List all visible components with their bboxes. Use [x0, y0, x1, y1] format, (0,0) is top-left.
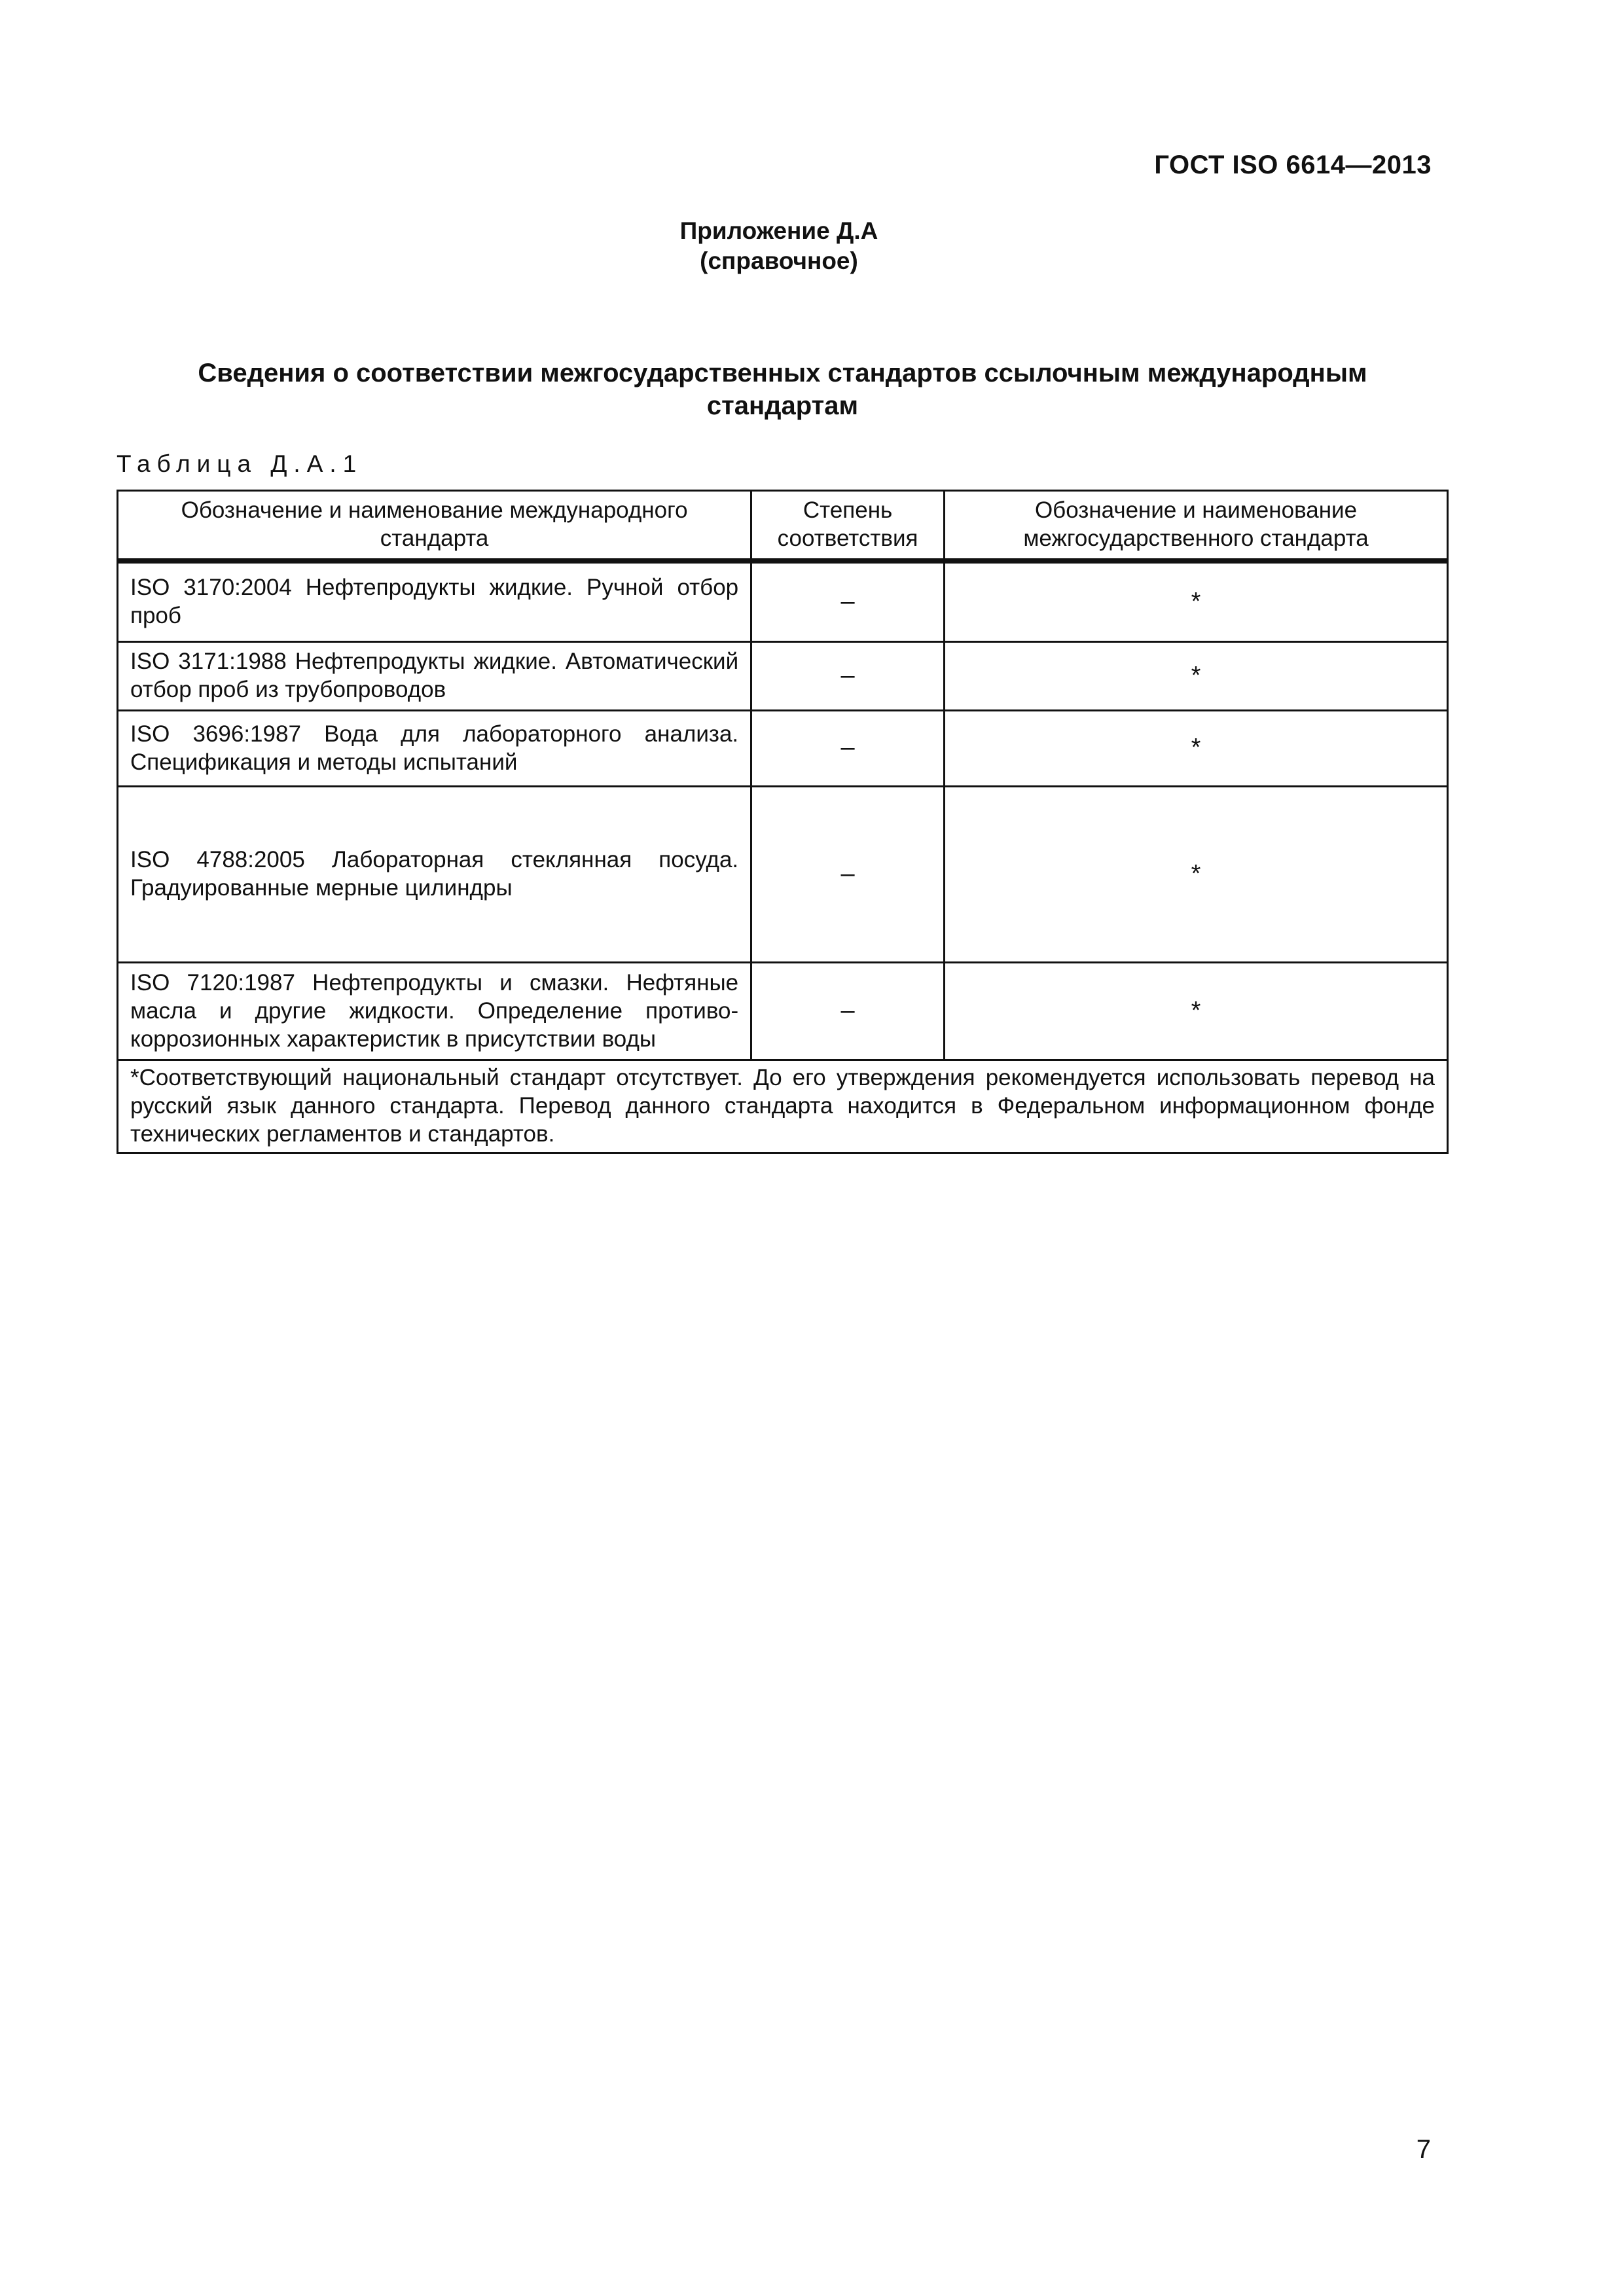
interstate-standard-cell: *	[945, 963, 1448, 1060]
table-row	[118, 963, 1448, 1060]
table-row	[118, 787, 1448, 963]
interstate-standard-cell: *	[945, 561, 1448, 642]
degree-cell: –	[751, 711, 945, 787]
section-title-line-2: стандартам	[706, 391, 859, 420]
column-header-interstate-standard: Обозначение и наименование межгосударственного стандарта	[945, 491, 1448, 562]
appendix-heading	[0, 216, 1558, 276]
standards-correspondence-table	[117, 490, 1449, 1154]
column-header-degree: Степень соответствия	[751, 491, 945, 562]
document-code: ГОСТ ISO 6614—2013	[1154, 151, 1432, 179]
degree-cell: –	[751, 963, 945, 1060]
appendix-title: Приложение Д.А	[679, 217, 878, 244]
interstate-standard-cell: *	[945, 711, 1448, 787]
degree-cell: –	[751, 561, 945, 642]
table-row	[118, 561, 1448, 642]
interstate-standard-cell: *	[945, 787, 1448, 963]
section-title-line-1: Сведения о соответствии межгосударственных стандартов ссылочным международным	[198, 359, 1367, 387]
intl-standard-cell: ISO 3171:1988 Нефтепродукты жидкие. Автоматический отбор проб из трубопроводов	[118, 642, 751, 711]
table-footnote-row	[118, 1060, 1448, 1153]
intl-standard-cell: ISO 7120:1987 Нефтепродукты и смазки. Нефтяные масла и другие жидкости. Определение противокоррозионных характеристик в присутствии воды	[118, 963, 751, 1060]
intl-standard-cell: ISO 4788:2005 Лабораторная стеклянная посуда. Градуированные мерные цилиндры	[118, 787, 751, 963]
intl-standard-cell: ISO 3696:1987 Вода для лабораторного анализа. Спецификация и методы испытаний	[118, 711, 751, 787]
table-row	[118, 642, 1448, 711]
table-caption: Таблица Д.А.1	[117, 450, 363, 477]
column-header-intl-standard: Обозначение и наименование международного стандарта	[118, 491, 751, 562]
table-footnote: *Соответствующий национальный стандарт отсутствует. До его утверждения рекомендуется использовать перевод на русский язык данного стандарта. Перевод данного стандарта находится в Федеральном информационном фонде технических регламентов и стандартов.	[118, 1060, 1448, 1153]
section-title	[117, 357, 1449, 422]
table-header-row	[118, 491, 1448, 562]
page-number: 7	[1416, 2135, 1431, 2164]
table-row	[118, 711, 1448, 787]
degree-cell: –	[751, 642, 945, 711]
interstate-standard-cell: *	[945, 642, 1448, 711]
degree-cell: –	[751, 787, 945, 963]
appendix-subtitle: (справочное)	[700, 247, 858, 274]
intl-standard-cell: ISO 3170:2004 Нефтепродукты жидкие. Ручной отбор проб	[118, 561, 751, 642]
